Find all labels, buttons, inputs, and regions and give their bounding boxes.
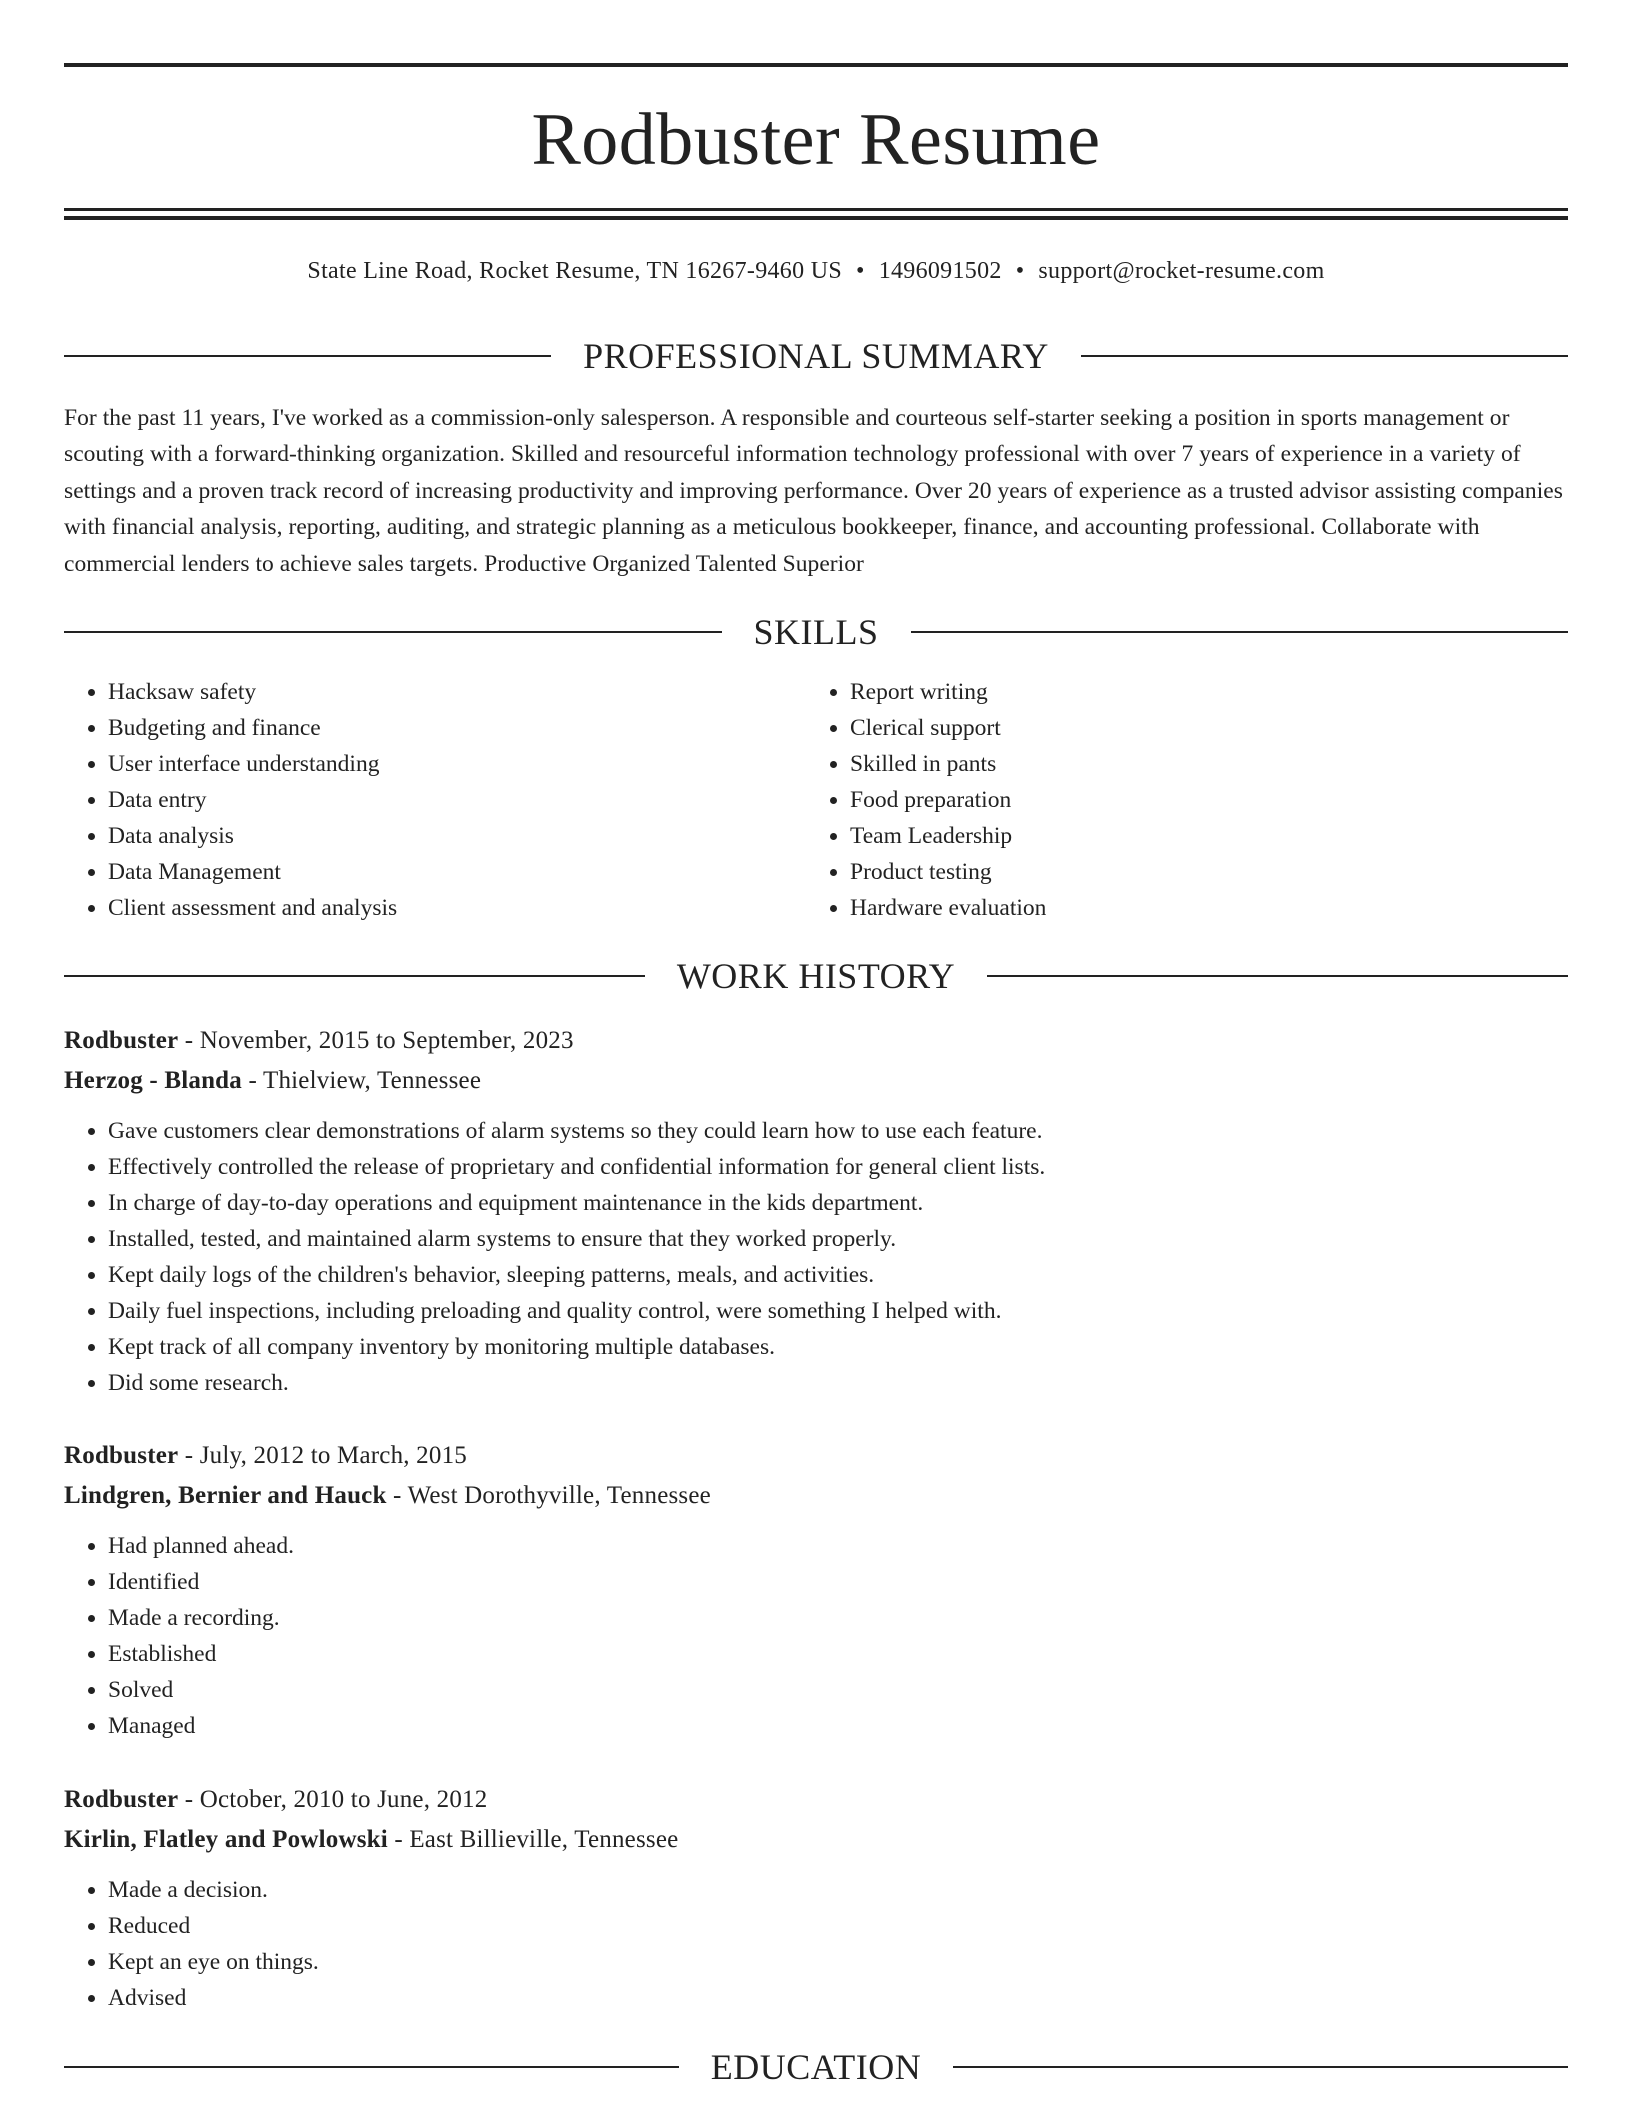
contact-address: State Line Road, Rocket Resume, TN 16267-9460 US bbox=[307, 258, 842, 284]
job-dates: - November, 2015 to September, 2023 bbox=[178, 1027, 574, 1054]
job-entry bbox=[64, 1780, 1568, 2016]
skill-item: • Report writing bbox=[850, 674, 1568, 710]
contact-separator: • bbox=[1015, 258, 1025, 284]
job-duties-list bbox=[64, 1872, 1568, 2016]
job-duty-item: • Did some research. bbox=[108, 1365, 1568, 1401]
job-company: Kirlin, Flatley and Powlowski bbox=[64, 1826, 388, 1853]
job-duty-item: • Identified bbox=[108, 1564, 1568, 1600]
heading-rule-left bbox=[64, 2066, 679, 2068]
job-duty-item: • Kept an eye on things. bbox=[108, 1944, 1568, 1980]
section-title-skills: SKILLS bbox=[753, 612, 879, 652]
section-title-education: EDUCATION bbox=[710, 2047, 922, 2087]
section-heading-work-history bbox=[64, 954, 1568, 998]
job-entry bbox=[64, 1021, 1568, 1401]
skill-item: • Budgeting and finance bbox=[108, 710, 806, 746]
professional-summary-text: For the past 11 years, I've worked as a commission-only salesperson. A responsible and courteous self-starter seeking a position in sports management or scouting with a forward-thinking organization. Skilled and resourceful information technology professional with over 7 years of experience in a variety of settings and a proven track record of increasing productivity and improving performance. Over 20 years of experience as a trusted advisor assisting companies with financial analysis, reporting, auditing, and strategic planning as a meticulous bookkeeper, finance, and accounting professional. Collaborate with commercial lenders to achieve sales targets. Productive Organized Talented Superior bbox=[64, 405, 1563, 577]
header-top-rule bbox=[64, 63, 1568, 67]
job-duty-item: • Gave customers clear demonstrations of alarm systems so they could learn how to use each feature. bbox=[108, 1113, 1568, 1149]
heading-rule-right bbox=[1081, 355, 1568, 357]
heading-rule-right bbox=[987, 975, 1568, 977]
contact-separator: • bbox=[855, 258, 865, 284]
job-duty-item: • Daily fuel inspections, including preloading and quality control, were something I helped with. bbox=[108, 1293, 1568, 1329]
job-duty-item: • Advised bbox=[108, 1980, 1568, 2016]
skills-list-right bbox=[806, 674, 1568, 926]
job-entry bbox=[64, 1436, 1568, 1744]
job-title-line bbox=[64, 1021, 1568, 1061]
heading-rule-right bbox=[911, 631, 1569, 633]
job-duty-item: • Made a recording. bbox=[108, 1600, 1568, 1636]
job-duty-item: • Kept daily logs of the children's behavior, sleeping patterns, meals, and activities. bbox=[108, 1257, 1568, 1293]
job-title: Rodbuster bbox=[64, 1027, 179, 1054]
job-dates: - July, 2012 to March, 2015 bbox=[178, 1442, 467, 1469]
job-location: - Thielview, Tennessee bbox=[242, 1067, 482, 1094]
skill-item: • Hardware evaluation bbox=[850, 890, 1568, 926]
job-title-line bbox=[64, 1780, 1568, 1820]
section-heading-summary bbox=[64, 334, 1568, 378]
header-double-rule-upper bbox=[64, 208, 1568, 211]
job-duties-list bbox=[64, 1528, 1568, 1744]
skill-item: • Food preparation bbox=[850, 782, 1568, 818]
contact-line bbox=[64, 255, 1568, 287]
section-heading-skills bbox=[64, 610, 1568, 654]
skills-columns bbox=[64, 674, 1568, 926]
skill-item: • Data Management bbox=[108, 854, 806, 890]
job-duty-item: • Effectively controlled the release of proprietary and confidential information for general client lists. bbox=[108, 1149, 1568, 1185]
contact-phone: 1496091502 bbox=[878, 258, 1002, 284]
heading-rule-left bbox=[64, 355, 551, 357]
section-title-summary: PROFESSIONAL SUMMARY bbox=[583, 336, 1049, 376]
job-duty-item: • Had planned ahead. bbox=[108, 1528, 1568, 1564]
section-title-work-history: WORK HISTORY bbox=[676, 956, 956, 996]
skill-item: • Data analysis bbox=[108, 818, 806, 854]
heading-rule-left bbox=[64, 975, 645, 977]
skill-item: • Clerical support bbox=[850, 710, 1568, 746]
skill-item: • Skilled in pants bbox=[850, 746, 1568, 782]
job-company: Lindgren, Bernier and Hauck bbox=[64, 1482, 387, 1509]
skill-item: • Product testing bbox=[850, 854, 1568, 890]
job-company: Herzog - Blanda bbox=[64, 1067, 242, 1094]
skill-item: • Client assessment and analysis bbox=[108, 890, 806, 926]
skills-list-left bbox=[64, 674, 806, 926]
header-double-rule-lower bbox=[64, 216, 1568, 220]
skill-item: • Data entry bbox=[108, 782, 806, 818]
job-company-line bbox=[64, 1476, 1568, 1516]
job-duty-item: • Installed, tested, and maintained alarm systems to ensure that they worked properly. bbox=[108, 1221, 1568, 1257]
skill-item: • Hacksaw safety bbox=[108, 674, 806, 710]
job-duty-item: • Established bbox=[108, 1636, 1568, 1672]
job-duty-item: • Kept track of all company inventory by monitoring multiple databases. bbox=[108, 1329, 1568, 1365]
job-duty-item: • In charge of day-to-day operations and equipment maintenance in the kids department. bbox=[108, 1185, 1568, 1221]
job-company-line bbox=[64, 1820, 1568, 1860]
skill-item: • Team Leadership bbox=[850, 818, 1568, 854]
job-duties-list bbox=[64, 1113, 1568, 1401]
heading-rule-left bbox=[64, 631, 722, 633]
job-duty-item: • Solved bbox=[108, 1672, 1568, 1708]
section-heading-education bbox=[64, 2045, 1568, 2089]
job-duty-item: • Managed bbox=[108, 1708, 1568, 1744]
job-title: Rodbuster bbox=[64, 1786, 179, 1813]
job-location: - West Dorothyville, Tennessee bbox=[386, 1482, 711, 1509]
job-duty-item: • Reduced bbox=[108, 1908, 1568, 1944]
contact-email: support@rocket-resume.com bbox=[1038, 258, 1325, 284]
job-title-line bbox=[64, 1436, 1568, 1476]
job-title: Rodbuster bbox=[64, 1442, 179, 1469]
job-duty-item: • Made a decision. bbox=[108, 1872, 1568, 1908]
job-dates: - October, 2010 to June, 2012 bbox=[178, 1786, 488, 1813]
job-location: - East Billieville, Tennessee bbox=[387, 1826, 679, 1853]
resume-title: Rodbuster Resume bbox=[531, 99, 1101, 181]
job-company-line bbox=[64, 1061, 1568, 1101]
skill-item: • User interface understanding bbox=[108, 746, 806, 782]
heading-rule-right bbox=[953, 2066, 1568, 2068]
